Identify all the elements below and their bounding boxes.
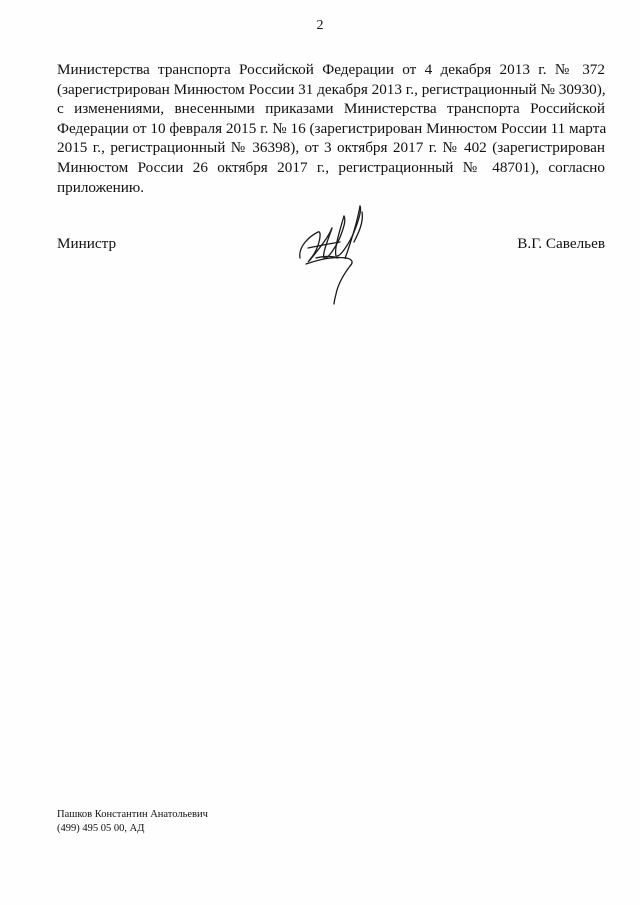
signatory-name: В.Г. Савельев [517,235,605,252]
body-line-2: (зарегистрирован Минюстом России 31 декабря 2013 г., регистрационный № 30930), [57,80,606,98]
handwritten-signature-icon [288,198,388,308]
executor-info [57,808,208,836]
executor-phone: (499) 495 05 00, АД [57,823,145,834]
page-number: 2 [316,18,324,33]
body-paragraph [57,60,605,197]
body-line-6: Минюстом России 26 октября 2017 г., регистрационный № 48701), согласно [57,158,605,176]
body-line-3: с изменениями, внесенными приказами Министерства транспорта Российской [57,100,605,118]
body-line-1: Министерства транспорта Российской Федерации от 4 декабря 2013 г. № 372 [57,61,605,78]
executor-name: Пашков Константин Анатольевич [57,809,208,820]
body-line-4: Федерации от 10 февраля 2015 г. № 16 (зарегистрирован Минюстом России 11 марта [57,119,607,137]
body-line-5: 2015 г., регистрационный № 36398), от 3 октября 2017 г. № 402 (зарегистрирован [57,139,605,157]
body-line-7: приложению. [57,178,145,196]
signatory-position: Министр [57,235,117,252]
